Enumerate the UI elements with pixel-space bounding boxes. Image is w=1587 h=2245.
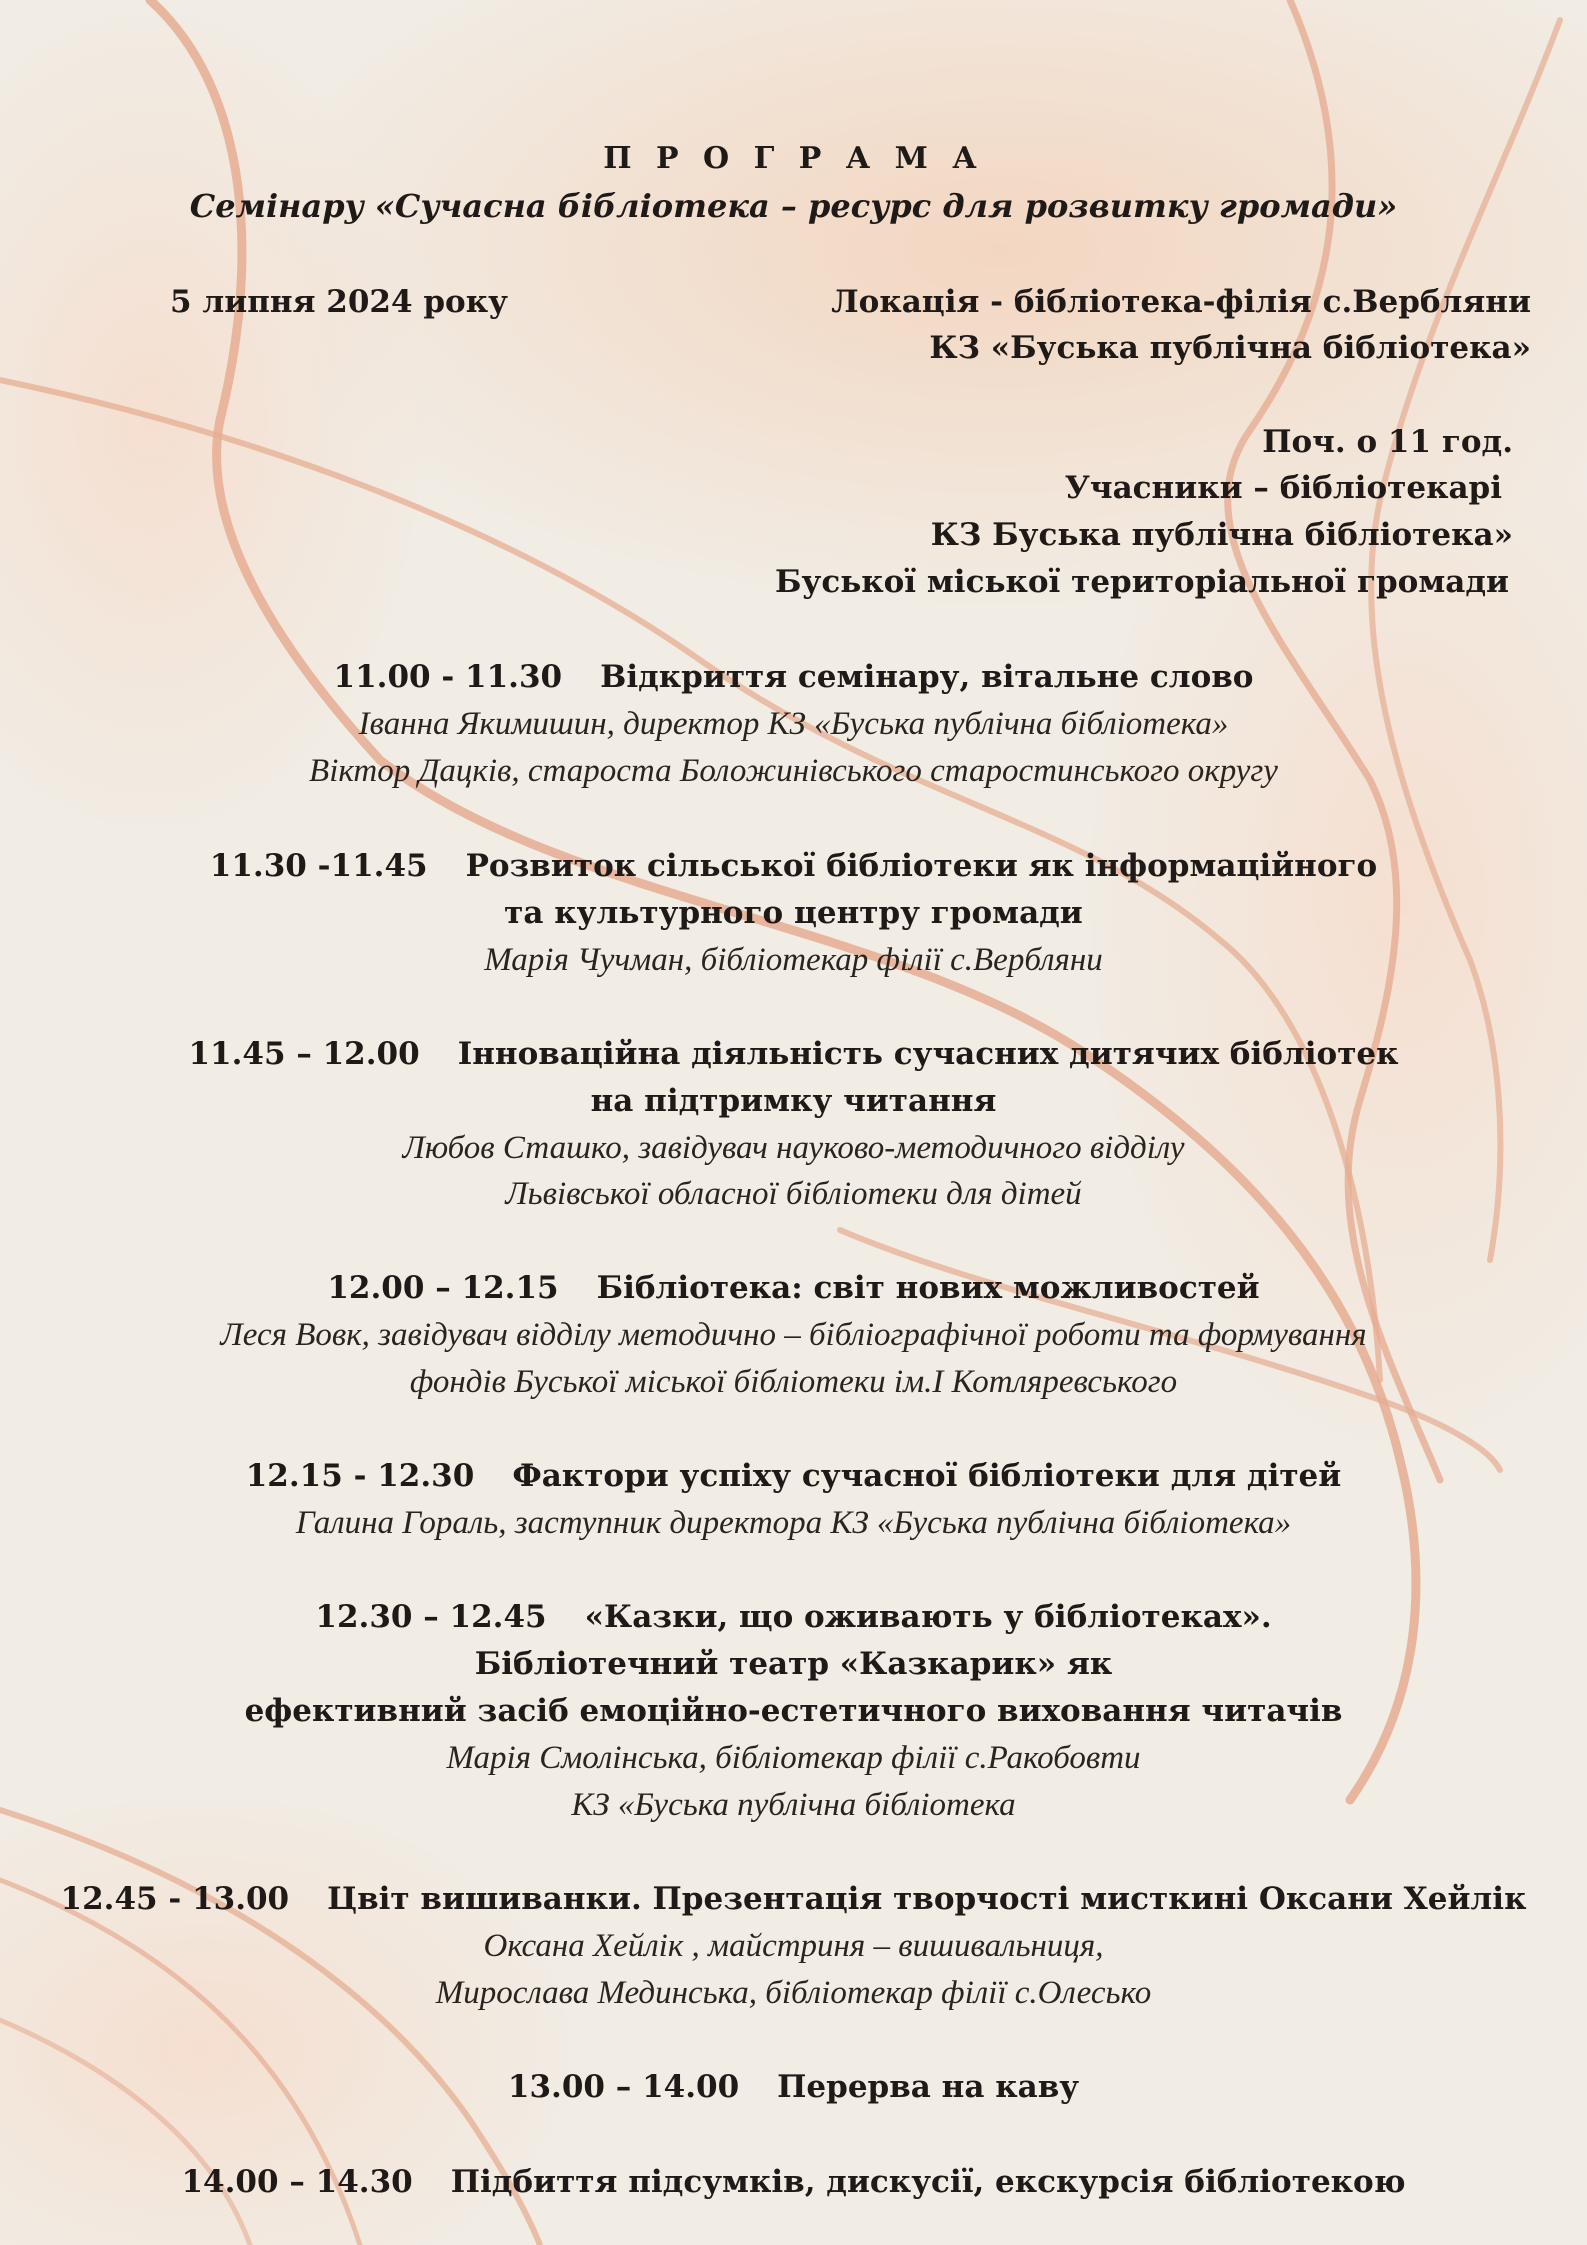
session-3-speaker-2: Львівської обласної бібліотеки для дітей (505, 1176, 1082, 1212)
session-5-speaker-1: Галина Гораль, заступник директора КЗ «Буська публічна бібліотека» (295, 1505, 1292, 1541)
session-1-speaker-2: Віктор Дацків, староста Боложинівського старостинського округу (309, 753, 1278, 789)
session-1-time: 11.00 - 11.30 (333, 659, 563, 695)
program-title: П Р О Г Р А М А (603, 141, 984, 176)
session-3-title-1: Інноваційна діяльність сучасних дитячих бібліотек (457, 1036, 1399, 1072)
session-6-heading (0, 1597, 1587, 1637)
session-2-time: 11.30 -11.45 (209, 848, 428, 884)
session-7-speaker-1: Оксана Хейлік , майстриня – вишивальниця, (483, 1928, 1104, 1964)
event-date: 5 липня 2024 року (170, 284, 508, 320)
session-7-heading (0, 1879, 1587, 1919)
session-9-time: 14.00 – 14.30 (181, 2164, 413, 2200)
session-3-speaker-1: Любов Сташко, завідувач науково-методичного відділу (402, 1130, 1185, 1166)
participants: Учасники – бібліотекарі (1064, 470, 1502, 506)
session-6-title-2: Бібліотечний театр «Казкарик» як (474, 1646, 1113, 1682)
session-2-title-1: Розвиток сільської бібліотеки як інформаційного (465, 848, 1378, 884)
location-line-2: КЗ «Буська публічна бібліотека» (929, 330, 1531, 366)
session-9-title: Підбиття підсумків, дискусії, екскурсія бібліотекою (450, 2164, 1406, 2200)
session-6-title-1: «Казки, що оживають у бібліотеках». (584, 1599, 1272, 1635)
session-2-speaker-1: Марія Чучман, бібліотекар філії с.Вербляни (484, 942, 1103, 978)
session-4-heading (0, 1268, 1587, 1308)
session-3-time: 11.45 – 12.00 (188, 1036, 420, 1072)
session-7-time: 12.45 - 13.00 (60, 1881, 290, 1917)
session-1-title: Відкриття семінару, вітальне слово (600, 659, 1254, 695)
session-4-speaker-1: Леся Вовк, завідувач відділу методично – бібліографічної роботи та формування (220, 1317, 1367, 1353)
session-6-title-3: ефективний засіб емоційно-естетичного виховання читачів (244, 1693, 1343, 1729)
seminar-subtitle: Семінару «Сучасна бібліотека – ресурс для розвитку громади» (189, 187, 1398, 225)
session-1-heading (0, 657, 1587, 697)
session-8-heading (0, 2067, 1587, 2107)
location-line-1: Локація - бібліотека-філія с.Вербляни (831, 284, 1531, 320)
session-7-speaker-2: Мирослава Мединська, бібліотекар філії с.Олесько (435, 1975, 1152, 2011)
start-time: Поч. о 11 год. (1262, 424, 1513, 460)
session-2-title-2: та культурного центру громади (504, 895, 1083, 931)
session-3-heading (0, 1034, 1587, 1074)
session-9-heading (0, 2162, 1587, 2202)
session-2-heading (0, 846, 1587, 886)
organization-line-1: КЗ Буська публічна бібліотека» (930, 517, 1513, 553)
session-5-time: 12.15 - 12.30 (245, 1458, 475, 1494)
session-5-heading (0, 1456, 1587, 1496)
session-7-title: Цвіт вишиванки. Презентація творчості мисткині Оксани Хейлік (327, 1881, 1527, 1917)
session-4-title: Бібліотека: світ нових можливостей (596, 1270, 1260, 1306)
session-4-time: 12.00 – 12.15 (327, 1270, 559, 1306)
session-6-time: 12.30 – 12.45 (315, 1599, 547, 1635)
session-6-speaker-2: КЗ «Буська публічна бібліотека (571, 1787, 1016, 1823)
session-6-speaker-1: Марія Смолінська, бібліотекар філії с.Ракобовти (446, 1740, 1141, 1776)
session-5-title: Фактори успіху сучасної бібліотеки для дітей (512, 1458, 1342, 1494)
session-8-title: Перерва на каву (777, 2069, 1080, 2105)
session-3-title-2: на підтримку читання (590, 1083, 997, 1119)
session-1-speaker-1: Іванна Якимишин, директор КЗ «Буська публічна бібліотека» (358, 706, 1229, 742)
organization-line-2: Буської міської територіальної громади (774, 564, 1509, 600)
session-4-speaker-2: фондів Буської міської бібліотеки ім.І Котляревського (409, 1364, 1178, 1400)
session-8-time: 13.00 – 14.00 (507, 2069, 740, 2105)
